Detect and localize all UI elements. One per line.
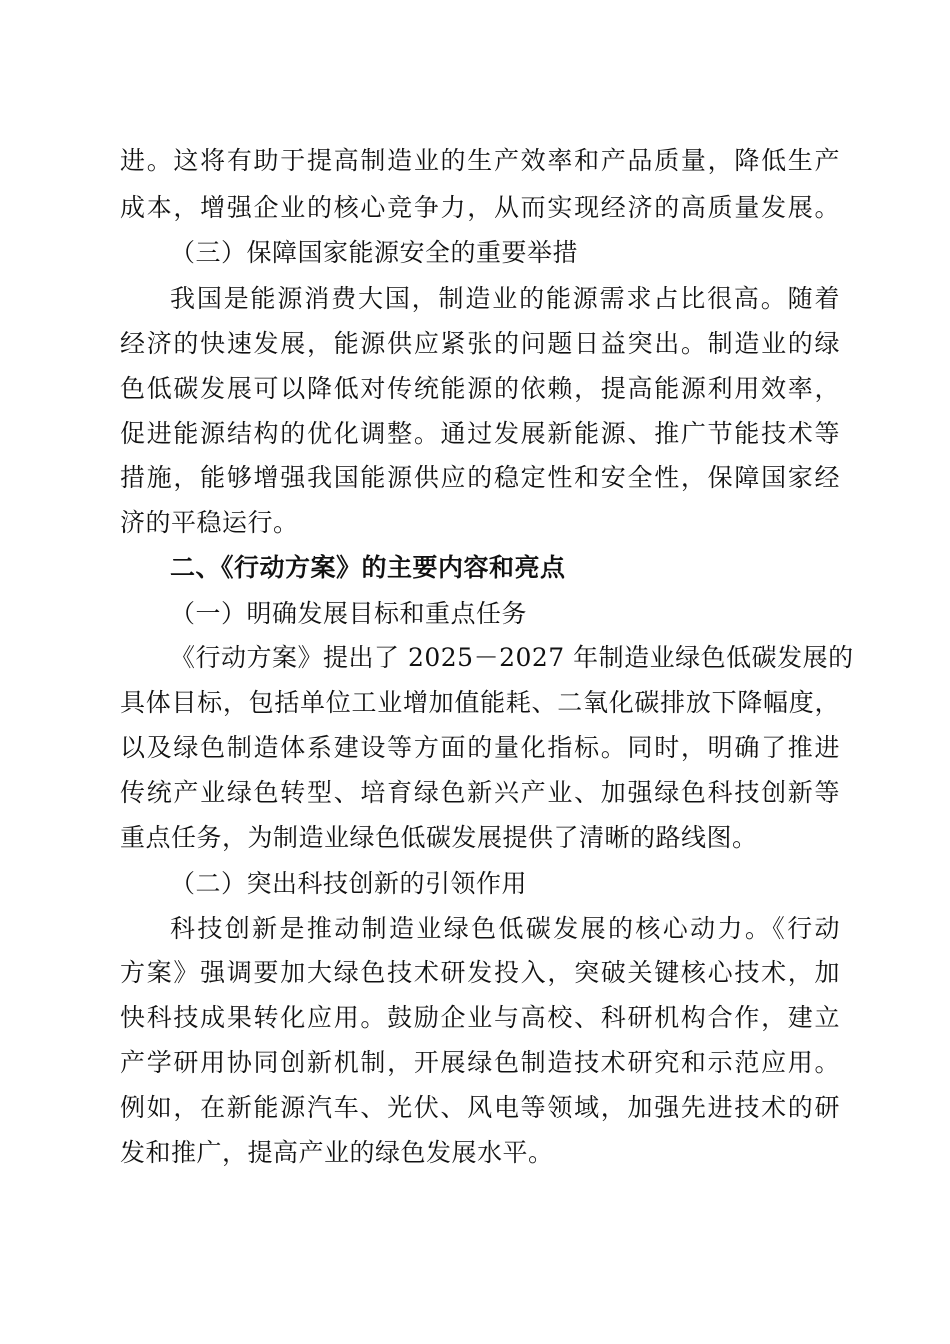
paragraph-line: 重点任务，为制造业绿色低碳发展提供了清晰的路线图。: [120, 823, 758, 852]
paragraph-line: 进。这将有助于提高制造业的生产效率和产品质量，降低生产: [120, 146, 840, 175]
paragraph-line: 产学研用协同创新机制，开展绿色制造技术研究和示范应用。: [120, 1048, 840, 1077]
paragraph-line: 经济的快速发展，能源供应紧张的问题日益突出。制造业的绿: [120, 329, 840, 358]
paragraph-line: 成本，增强企业的核心竞争力，从而实现经济的高质量发展。: [120, 193, 840, 222]
section-heading-2: （二）突出科技创新的引领作用: [170, 869, 528, 898]
paragraph-line: 方案》强调要加大绿色技术研发投入，突破关键核心技术，加: [120, 958, 840, 987]
section-heading-1: （一）明确发展目标和重点任务: [170, 599, 528, 628]
section-heading-3: （三）保障国家能源安全的重要举措: [170, 238, 579, 267]
paragraph-line: 《行动方案》提出了 2025－2027 年制造业绿色低碳发展的: [170, 643, 854, 672]
paragraph-line: 快科技成果转化应用。鼓励企业与高校、科研机构合作，建立: [120, 1003, 840, 1032]
paragraph-line: 色低碳发展可以降低对传统能源的依赖，提高能源利用效率，: [120, 374, 840, 403]
paragraph-line: 我国是能源消费大国，制造业的能源需求占比很高。随着: [170, 284, 840, 313]
paragraph-line: 传统产业绿色转型、培育绿色新兴产业、加强绿色科技创新等: [120, 778, 840, 807]
paragraph-line: 具体目标，包括单位工业增加值能耗、二氧化碳排放下降幅度，: [120, 688, 840, 717]
paragraph-line: 促进能源结构的优化调整。通过发展新能源、推广节能技术等: [120, 419, 840, 448]
chapter-heading-2: 二、《行动方案》的主要内容和亮点: [170, 553, 566, 582]
paragraph-line: 济的平稳运行。: [120, 508, 299, 537]
paragraph-line: 发和推广，提高产业的绿色发展水平。: [120, 1138, 554, 1167]
paragraph-line: 措施，能够增强我国能源供应的稳定性和安全性，保障国家经: [120, 463, 840, 492]
paragraph-line: 以及绿色制造体系建设等方面的量化指标。同时，明确了推进: [120, 733, 840, 762]
paragraph-line: 例如，在新能源汽车、光伏、风电等领域，加强先进技术的研: [120, 1093, 840, 1122]
paragraph-line: 科技创新是推动制造业绿色低碳发展的核心动力。《行动: [170, 914, 840, 943]
